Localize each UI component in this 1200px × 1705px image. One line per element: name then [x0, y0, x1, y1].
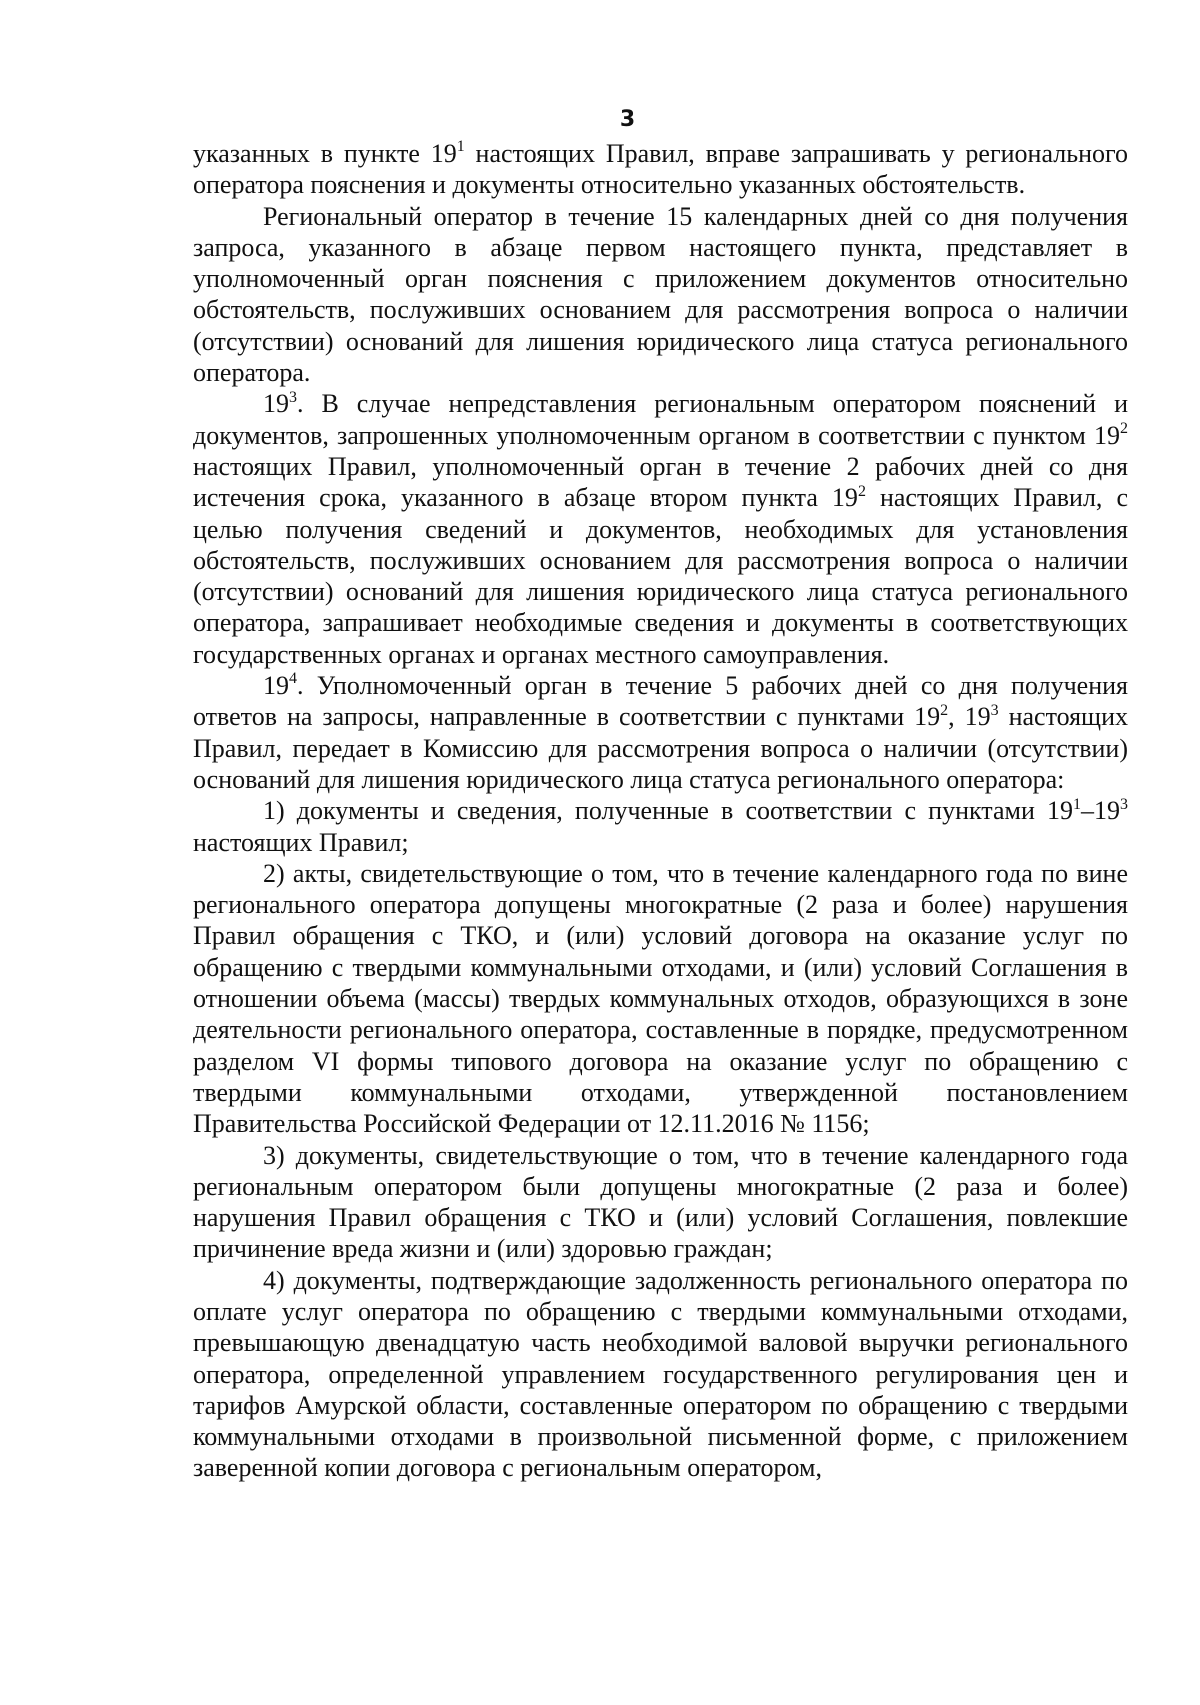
text-run: 19 — [263, 671, 289, 701]
superscript: 3 — [990, 701, 999, 719]
superscript: 2 — [1120, 420, 1128, 438]
text-run: настоящих Правил, вправе запрашивать у регионального оператора пояснения и документы относительно указанных обстоятельств. — [193, 139, 1128, 200]
text-run: указанных в пункте 19 — [193, 139, 457, 168]
paragraph-p1 — [193, 138, 1128, 201]
text-run: настоящих Правил, уполномоченный орган в течение 2 рабочих дней со дня истечения срока, указанного в абзаце втором пункта 19 — [193, 451, 1128, 513]
text-run: , 19 — [948, 702, 991, 732]
text-run: Региональный оператор в течение 15 календарных дней со дня получения запроса, указанного в абзаце первом настоящего пункта, представляет в уполномоченный орган пояснения с приложением документов относительно обстоятельств, послуживших основанием для рассмотрения вопроса о наличии (отсутствии) оснований для лишения юридического лица статуса регионального оператора. — [193, 201, 1128, 388]
superscript: 2 — [940, 701, 949, 719]
page-number: 3 — [619, 107, 636, 132]
text-run: 3) документы, свидетельствующие о том, что в течение календарного года региональным оператором были допущены многократные (2 раза и более) нарушения Правил обращения с ТКО и (или) условий Соглашения, повлекшие причинение вреда жизни и (или) здоровью граждан; — [193, 1140, 1128, 1264]
paragraph-p3 — [193, 388, 1128, 670]
text-run: настоящих Правил; — [193, 827, 409, 857]
superscript: 1 — [456, 138, 465, 156]
text-run: –19 — [1081, 796, 1120, 826]
text-run: 4) документы, подтверждающие задолженность регионального оператора по оплате услуг оператора по обращению с твердыми коммунальными отходами, превышающую двенадцатую часть необходимой валовой выручки регионального оператора, определенной управлением государственного регулирования цен и тарифов Амурской области, составленные оператором по обращению с твердыми коммунальными отходами в произвольной письменной форме, с приложением заверенной копии договора с региональным оператором, — [193, 1265, 1128, 1483]
text-run: . Уполномоченный орган в течение 5 рабочих дней со дня получения ответов на запросы, направленные в соответствии с пунктами 19 — [193, 671, 1128, 732]
paragraph-p5 — [193, 795, 1128, 858]
superscript: 3 — [289, 388, 297, 406]
text-run: . В случае непредставления региональным оператором пояснений и документов, запрошенных уполномоченным органом в соответствии с пунктом 19 — [193, 389, 1128, 450]
paragraph-p4 — [193, 670, 1128, 795]
text-run: 19 — [263, 389, 289, 419]
text-run: настоящих Правил, с целью получения сведений и документов, необходимых для установления обстоятельств, послуживших основанием для рассмотрения вопроса о наличии (отсутствии) оснований для лишения юридического лица статуса регионального оператора, запрашивает необходимые сведения и документы в соответствующих государственных органах и органах местного самоуправления. — [193, 483, 1129, 669]
text-run: настоящих Правил, передает в Комиссию для рассмотрения вопроса о наличии (отсутствии) оснований для лишения юридического лица статуса регионального оператора: — [193, 702, 1128, 794]
text-run: 2) акты, свидетельствующие о том, что в течение календарного года по вине регионального оператора допущены многократные (2 раза и более) нарушения Правил обращения с ТКО, и (или) условий договора на оказание услуг по обращению с твердыми коммунальными отходами, и (или) условий Соглашения в отношении объема (массы) твердых коммунальных отходов, образующихся в зоне деятельности регионального оператора, составленные в порядке, предусмотренном разделом VI формы типового договора на оказание услуг по обращению с твердыми коммунальными отходами, утвержденной постановлением Правительства Российской Федерации от 12.11.2016 № 1156; — [193, 858, 1128, 1139]
paragraph-p7 — [193, 1140, 1128, 1265]
paragraph-p8 — [193, 1265, 1128, 1484]
document-body — [193, 138, 1128, 1484]
superscript: 3 — [1120, 795, 1128, 813]
superscript: 4 — [289, 670, 297, 688]
superscript: 1 — [1073, 795, 1081, 813]
paragraph-p6 — [193, 858, 1128, 1140]
superscript: 2 — [857, 482, 866, 500]
text-run: 1) документы и сведения, полученные в соответствии с пунктами 19 — [263, 796, 1073, 826]
paragraph-p2 — [193, 201, 1128, 389]
